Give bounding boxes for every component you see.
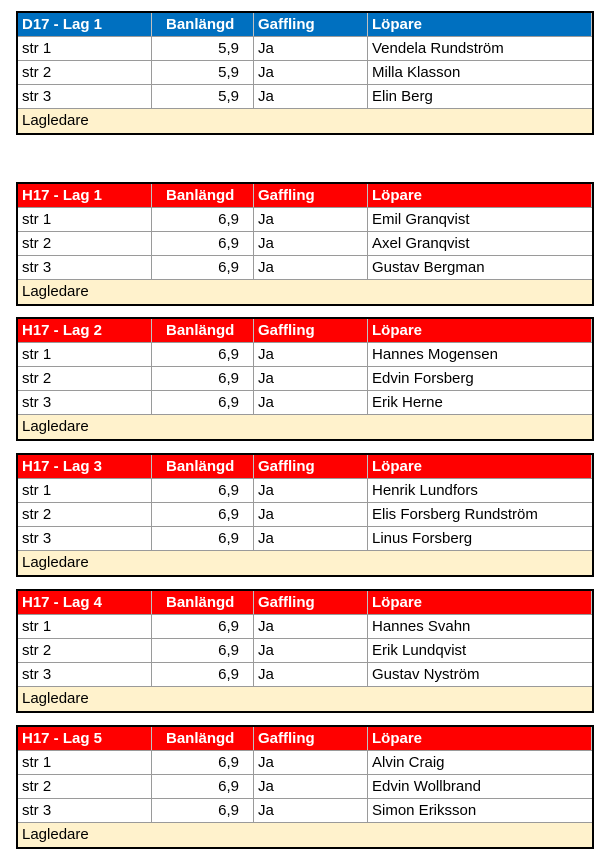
team-leader-row[interactable]: Lagledare (18, 823, 592, 847)
team-leader-row[interactable]: Lagledare (18, 551, 592, 575)
stretch-cell[interactable]: str 3 (18, 527, 152, 550)
stretch-cell[interactable]: str 1 (18, 37, 152, 60)
fork-cell[interactable]: Ja (254, 208, 368, 231)
fork-cell[interactable]: Ja (254, 367, 368, 390)
runner-cell[interactable]: Hannes Mogensen (372, 346, 498, 363)
stretch-cell[interactable]: str 1 (18, 479, 152, 502)
length-cell[interactable]: 6,9 (152, 527, 254, 550)
team-header-row (18, 319, 592, 343)
runner-cell[interactable]: Milla Klasson (372, 64, 461, 81)
table-row (18, 232, 592, 256)
team-header-row (18, 591, 592, 615)
team-header-row (18, 184, 592, 208)
column-header-fork: Gaffling (254, 319, 368, 342)
column-header-length: Banlängd (152, 184, 254, 207)
team-name: H17 - Lag 1 (18, 184, 152, 207)
column-header-length: Banlängd (152, 591, 254, 614)
team-leader-row[interactable]: Lagledare (18, 415, 592, 439)
team-table-h17-lag3 (16, 453, 594, 577)
column-header-length: Banlängd (152, 13, 254, 36)
table-row (18, 61, 592, 85)
table-row (18, 639, 592, 663)
length-cell[interactable]: 6,9 (152, 479, 254, 502)
fork-cell[interactable]: Ja (254, 479, 368, 502)
column-header-runner: Löpare (368, 727, 592, 750)
fork-cell[interactable]: Ja (254, 775, 368, 798)
fork-cell[interactable]: Ja (254, 615, 368, 638)
team-table-h17-lag4 (16, 589, 594, 713)
runner-cell[interactable]: Edvin Wollbrand (372, 778, 481, 795)
column-header-runner: Löpare (368, 184, 592, 207)
team-header-row (18, 727, 592, 751)
table-row (18, 85, 592, 109)
length-cell[interactable]: 6,9 (152, 232, 254, 255)
fork-cell[interactable]: Ja (254, 751, 368, 774)
length-cell[interactable]: 6,9 (152, 367, 254, 390)
table-row (18, 391, 592, 415)
column-header-fork: Gaffling (254, 13, 368, 36)
column-header-fork: Gaffling (254, 727, 368, 750)
table-row (18, 256, 592, 280)
stretch-cell[interactable]: str 2 (18, 503, 152, 526)
column-header-runner: Löpare (368, 455, 592, 478)
length-cell[interactable]: 5,9 (152, 85, 254, 108)
fork-cell[interactable]: Ja (254, 639, 368, 662)
team-name: H17 - Lag 5 (18, 727, 152, 750)
team-leader-row[interactable]: Lagledare (18, 687, 592, 711)
fork-cell[interactable]: Ja (254, 85, 368, 108)
team-table-h17-lag2 (16, 317, 594, 441)
stretch-cell[interactable]: str 3 (18, 391, 152, 414)
stretch-cell[interactable]: str 1 (18, 615, 152, 638)
team-header-row (18, 455, 592, 479)
table-row (18, 799, 592, 823)
runner-cell[interactable]: Henrik Lundfors (372, 482, 478, 499)
stretch-cell[interactable]: str 1 (18, 343, 152, 366)
runner-cell[interactable]: Hannes Svahn (372, 618, 471, 635)
stretch-cell[interactable]: str 2 (18, 61, 152, 84)
table-row (18, 775, 592, 799)
column-header-fork: Gaffling (254, 184, 368, 207)
runner-cell[interactable]: Axel Granqvist (372, 235, 470, 252)
table-row (18, 37, 592, 61)
fork-cell[interactable]: Ja (254, 256, 368, 279)
stretch-cell[interactable]: str 2 (18, 232, 152, 255)
table-row (18, 527, 592, 551)
stretch-cell[interactable]: str 2 (18, 639, 152, 662)
length-cell[interactable]: 5,9 (152, 37, 254, 60)
team-header-row (18, 13, 592, 37)
runner-cell[interactable]: Alvin Craig (372, 754, 445, 771)
length-cell[interactable]: 6,9 (152, 775, 254, 798)
length-cell[interactable]: 6,9 (152, 391, 254, 414)
column-header-runner: Löpare (368, 319, 592, 342)
length-cell[interactable]: 6,9 (152, 615, 254, 638)
table-row (18, 343, 592, 367)
runner-cell[interactable]: Elis Forsberg Rundström (372, 506, 538, 523)
table-row (18, 615, 592, 639)
column-header-fork: Gaffling (254, 455, 368, 478)
length-cell[interactable]: 6,9 (152, 639, 254, 662)
stretch-cell[interactable]: str 1 (18, 208, 152, 231)
table-row (18, 503, 592, 527)
fork-cell[interactable]: Ja (254, 343, 368, 366)
table-row (18, 367, 592, 391)
team-name: H17 - Lag 2 (18, 319, 152, 342)
team-name: H17 - Lag 4 (18, 591, 152, 614)
runner-cell[interactable]: Linus Forsberg (372, 530, 473, 547)
length-cell[interactable]: 6,9 (152, 208, 254, 231)
stretch-cell[interactable]: str 3 (18, 663, 152, 686)
length-cell[interactable]: 6,9 (152, 343, 254, 366)
stretch-cell[interactable]: str 3 (18, 85, 152, 108)
team-name: H17 - Lag 3 (18, 455, 152, 478)
length-cell[interactable]: 6,9 (152, 751, 254, 774)
column-header-runner: Löpare (368, 591, 592, 614)
column-header-length: Banlängd (152, 319, 254, 342)
length-cell[interactable]: 5,9 (152, 61, 254, 84)
fork-cell[interactable]: Ja (254, 61, 368, 84)
team-table-h17-lag1 (16, 182, 594, 306)
table-row (18, 663, 592, 687)
stretch-cell[interactable]: str 3 (18, 799, 152, 822)
column-header-length: Banlängd (152, 455, 254, 478)
column-header-runner: Löpare (368, 13, 592, 36)
fork-cell[interactable]: Ja (254, 391, 368, 414)
length-cell[interactable]: 6,9 (152, 503, 254, 526)
team-table-h17-lag5 (16, 725, 594, 849)
length-cell[interactable]: 6,9 (152, 256, 254, 279)
stretch-cell[interactable]: str 3 (18, 256, 152, 279)
length-cell[interactable]: 6,9 (152, 799, 254, 822)
table-row (18, 751, 592, 775)
stretch-cell[interactable]: str 2 (18, 367, 152, 390)
runner-cell[interactable]: Edvin Forsberg (372, 370, 474, 387)
runner-cell[interactable]: Erik Lundqvist (372, 642, 467, 659)
fork-cell[interactable]: Ja (254, 503, 368, 526)
runner-cell[interactable]: Emil Granqvist (372, 211, 470, 228)
runner-cell[interactable]: Erik Herne (372, 394, 443, 411)
column-header-fork: Gaffling (254, 591, 368, 614)
runner-cell[interactable]: Simon Eriksson (372, 802, 477, 819)
column-header-length: Banlängd (152, 727, 254, 750)
runner-cell[interactable]: Vendela Rundström (372, 40, 504, 57)
stretch-cell[interactable]: str 2 (18, 775, 152, 798)
fork-cell[interactable]: Ja (254, 37, 368, 60)
team-leader-row[interactable]: Lagledare (18, 109, 592, 133)
runner-cell[interactable]: Gustav Nyström (372, 666, 480, 683)
runner-cell[interactable]: Elin Berg (372, 88, 433, 105)
team-table-d17-lag1 (16, 11, 594, 135)
stretch-cell[interactable]: str 1 (18, 751, 152, 774)
runner-cell[interactable]: Gustav Bergman (372, 259, 485, 276)
team-leader-row[interactable]: Lagledare (18, 280, 592, 304)
fork-cell[interactable]: Ja (254, 232, 368, 255)
fork-cell[interactable]: Ja (254, 799, 368, 822)
length-cell[interactable]: 6,9 (152, 663, 254, 686)
table-row (18, 479, 592, 503)
fork-cell[interactable]: Ja (254, 527, 368, 550)
table-row (18, 208, 592, 232)
team-name: D17 - Lag 1 (18, 13, 152, 36)
fork-cell[interactable]: Ja (254, 663, 368, 686)
